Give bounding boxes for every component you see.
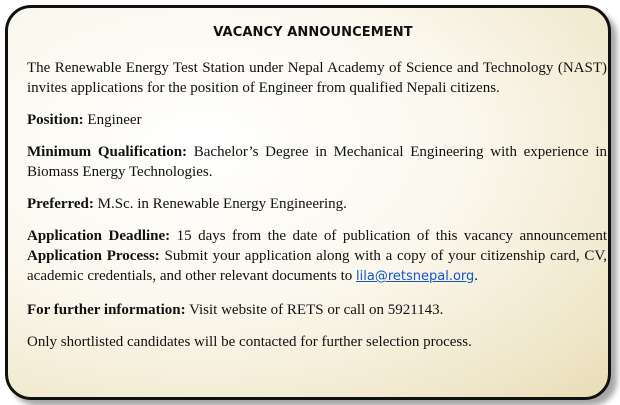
info-value: Visit website of RETS or call on 5921143.: [189, 302, 444, 318]
qualification-label: Minimum Qualification:: [27, 144, 188, 160]
announcement-title: VACANCY ANNOUNCEMENT: [213, 25, 413, 40]
preferred-paragraph: [27, 194, 607, 214]
preferred-value: M.Sc. in Renewable Energy Engineering.: [97, 196, 347, 212]
position-label: Position:: [27, 112, 84, 128]
info-label: For further information:: [27, 302, 186, 318]
position-paragraph: [27, 110, 607, 130]
process-end: .: [474, 268, 479, 284]
announcement-body: [27, 58, 607, 364]
deadline-value: 15 days from the date of publication of this vacancy announcement: [176, 228, 607, 244]
info-paragraph: [27, 300, 607, 320]
note-paragraph: Only shortlisted candidates will be contacted for further selection process.: [27, 334, 472, 350]
announcement-box: [5, 5, 611, 400]
qualification-value: Bachelor’s Degree in Mechanical Engineering with experience in Biomass Energy Technologies.: [27, 144, 607, 180]
intro-paragraph: The Renewable Energy Test Station under Nepal Academy of Science and Technology (NAST) invites applications for the position of Engineer from qualified Nepali citizens.: [27, 60, 607, 96]
process-value: Submit your application along with a copy of your citizenship card, CV, academic credentials, and other relevant documents to: [27, 248, 607, 284]
position-value: Engineer: [87, 112, 142, 128]
qualification-paragraph: [27, 142, 607, 182]
preferred-label: Preferred:: [27, 196, 94, 212]
process-label: Application Process:: [27, 248, 160, 264]
deadline-label: Application Deadline:: [27, 228, 171, 244]
email-link[interactable]: lila@retsnepal.org: [356, 269, 475, 284]
application-paragraph: [27, 226, 607, 287]
